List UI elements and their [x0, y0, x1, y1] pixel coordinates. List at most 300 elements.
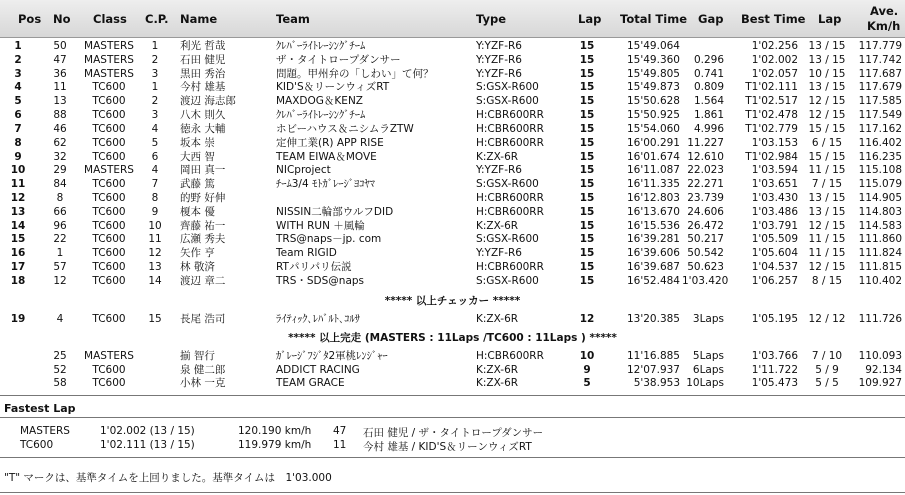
result-row: [0, 275, 905, 287]
cell-ave: 116.235: [858, 150, 902, 163]
cell-lap2: 15 / 15: [808, 150, 846, 163]
cell-no: 84: [53, 178, 67, 191]
cell-lap: 15: [579, 274, 595, 287]
cell-type: H:CBR600RR: [476, 192, 544, 205]
cell-team: 定伸工業(R) APP RISE: [276, 136, 384, 149]
cell-pos: 18: [10, 274, 26, 287]
header-no: No: [53, 12, 71, 26]
result-row: [0, 95, 905, 107]
cell-lap2: 11 / 15: [808, 247, 846, 260]
header-team: Team: [276, 12, 310, 26]
cell-team: ｸﾚﾊﾞｰﾗｲﾄﾚｰｼﾝｸﾞﾁｰﾑ: [276, 109, 366, 122]
cell-type: Y:YZF-R6: [476, 53, 522, 66]
cell-type: H:CBR600RR: [476, 205, 544, 218]
cell-team: TEAM GRACE: [276, 377, 345, 389]
cell-name: 坂本 崇: [180, 136, 215, 149]
cell-cls: MASTERS: [84, 67, 134, 80]
cell-total: 15'49.064: [627, 40, 680, 52]
cell-lap: 15: [579, 81, 595, 94]
cell-name: 大西 智: [180, 150, 215, 163]
non-classified-row: [0, 350, 905, 362]
cell-cp: 4: [151, 164, 159, 177]
cell-no: 1: [56, 247, 64, 260]
cell-cls: TC600: [92, 150, 126, 163]
cell-lap2: 13 / 15: [808, 53, 846, 66]
cell-lap2: 12 / 15: [808, 95, 846, 108]
cell-lap2: 7 / 10: [811, 350, 843, 362]
cell-cp: 7: [151, 178, 159, 191]
cell-type: H:CBR600RR: [476, 109, 544, 122]
cell-gap: 1.861: [693, 109, 724, 122]
cell-type: Y:YZF-R6: [476, 247, 522, 260]
result-row: [0, 109, 905, 121]
cell-gap: 0.809: [693, 81, 724, 94]
cell-total: 11'16.885: [627, 350, 680, 362]
cell-pos: 17: [10, 261, 26, 274]
cell-cls: TC600: [92, 247, 126, 260]
non-classified-row: [0, 377, 905, 389]
cell-total: 15'50.628: [627, 95, 680, 108]
cell-team: TRS@naps－jp. com: [276, 233, 382, 246]
cell-total: 5'38.953: [633, 377, 680, 389]
cell-ave: 114.905: [858, 192, 902, 205]
cell-total: 15'49.873: [627, 81, 680, 94]
cell-no: 32: [53, 150, 67, 163]
cell-name: 武藤 篤: [180, 178, 215, 191]
cell-type: S:GSX-R600: [476, 233, 539, 246]
cell-team: Team RIGID: [276, 247, 337, 260]
fastest-who-tc600: 今村 雄基 / KID'S＆リーンウィズRT: [363, 441, 532, 453]
cell-pos: 13: [10, 205, 26, 218]
header-cp: C.P.: [145, 12, 169, 26]
cell-best: T1'02.111: [745, 81, 798, 94]
cell-type: H:CBR600RR: [476, 261, 544, 274]
cell-lap: 15: [579, 67, 595, 80]
cell-best: 1'04.537: [751, 261, 798, 274]
cell-gap: 11.227: [687, 136, 724, 149]
cell-name: 長尾 浩司: [180, 313, 226, 325]
cell-cp: 3: [151, 109, 159, 122]
cell-ave: 117.679: [858, 81, 902, 94]
cell-best: 1'03.153: [751, 136, 798, 149]
header-kmh: Km/h: [867, 19, 901, 33]
cell-cp: 5: [151, 136, 159, 149]
cell-no: 52: [53, 363, 67, 376]
cell-gap: 12.610: [687, 150, 724, 163]
cell-lap2: 12 / 15: [808, 219, 846, 232]
cell-pos: 8: [14, 136, 22, 149]
fastest-no-tc600: 11: [333, 439, 347, 451]
cell-cls: TC600: [92, 233, 126, 246]
cell-cp: 6: [151, 150, 159, 163]
cell-best: 1'03.651: [751, 178, 798, 191]
cell-type: Y:YZF-R6: [476, 164, 522, 177]
cell-cls: TC600: [92, 178, 126, 191]
cell-type: S:GSX-R600: [476, 274, 539, 287]
cell-gap: 1.564: [693, 95, 724, 108]
cell-gap: 1'03.420: [682, 274, 729, 287]
cell-pos: 15: [10, 233, 26, 246]
cell-team: ｸﾚﾊﾞｰﾗｲﾄﾚｰｼﾝｸﾞﾁｰﾑ: [276, 40, 366, 52]
cell-no: 47: [53, 53, 67, 66]
cell-name: 小林 一克: [180, 377, 226, 389]
cell-team: ADDICT RACING: [276, 363, 360, 376]
fastest-time-tc600: 1'02.111 (13 / 15): [100, 439, 195, 451]
cell-team: KID'S＆リーンウィズRT: [276, 81, 390, 94]
cell-best: 1'05.604: [751, 247, 798, 260]
cell-total: 16'01.674: [627, 150, 680, 163]
cell-lap2: 13 / 15: [808, 192, 846, 205]
cell-lap2: 11 / 15: [808, 233, 846, 246]
cell-name: 矢作 亨: [180, 247, 215, 260]
cell-team: ザ・タイトロープダンサー: [276, 53, 401, 66]
cell-lap2: 11 / 15: [808, 164, 846, 177]
cell-type: S:GSX-R600: [476, 81, 539, 94]
cell-ave: 117.549: [858, 109, 902, 122]
cell-lap: 15: [579, 233, 595, 246]
cell-cp: 10: [148, 219, 162, 232]
cell-best: 1'02.057: [751, 67, 798, 80]
cell-team: WITH RUN ＋風輪: [276, 219, 365, 232]
cell-cp: 2: [151, 95, 159, 108]
cell-ave: 117.687: [858, 67, 902, 80]
cell-cls: TC600: [92, 192, 126, 205]
cell-type: H:CBR600RR: [476, 122, 544, 135]
cell-gap: 0.741: [693, 67, 724, 80]
cell-cls: TC600: [92, 136, 126, 149]
result-row: [0, 313, 905, 325]
cell-type: Y:YZF-R6: [476, 40, 522, 52]
result-row: [0, 68, 905, 80]
cell-name: 八木 則久: [180, 109, 226, 122]
cell-ave: 117.162: [858, 122, 902, 135]
cell-pos: 19: [10, 313, 26, 325]
cell-type: Y:YZF-R6: [476, 67, 522, 80]
cell-pos: 6: [14, 109, 22, 122]
fastest-class-masters: MASTERS: [20, 425, 70, 437]
cell-team: RTパリパリ伝説: [276, 261, 352, 274]
cell-lap2: 5 / 9: [815, 363, 839, 376]
cell-gap: 50.623: [687, 261, 724, 274]
cell-name: 渡辺 海志郎: [180, 95, 236, 108]
result-row: [0, 151, 905, 163]
cell-ave: 116.402: [858, 136, 902, 149]
cell-ave: 115.108: [858, 164, 902, 177]
result-row: [0, 137, 905, 149]
cell-name: 榎本 優: [180, 205, 215, 218]
cell-no: 12: [53, 274, 67, 287]
cell-team: TRS・SDS@naps: [276, 274, 365, 287]
cell-type: K:ZX-6R: [476, 219, 519, 232]
result-row: [0, 178, 905, 190]
header-total-time: Total Time: [620, 12, 687, 26]
cell-best: 1'06.257: [751, 274, 798, 287]
cell-type: K:ZX-6R: [476, 363, 519, 376]
cell-no: 58: [53, 377, 67, 389]
cell-lap: 15: [579, 178, 595, 191]
cell-name: 利光 哲哉: [180, 40, 226, 52]
cell-best: T1'02.779: [745, 122, 798, 135]
result-row: [0, 192, 905, 204]
cell-no: 57: [53, 261, 67, 274]
cell-ave: 110.093: [858, 350, 902, 362]
cell-pos: 4: [14, 81, 22, 94]
cell-gap: 22.271: [687, 178, 724, 191]
cell-lap2: 12 / 15: [808, 109, 846, 122]
header-lap: Lap: [578, 12, 602, 26]
cell-best: 1'05.473: [751, 377, 798, 389]
cell-pos: 12: [10, 192, 26, 205]
cell-cp: 13: [148, 261, 162, 274]
fastest-speed-tc600: 119.979 km/h: [238, 439, 312, 451]
cell-best: T1'02.478: [745, 109, 798, 122]
cell-ave: 111.726: [858, 313, 902, 325]
cell-cls: TC600: [92, 109, 126, 122]
cell-cp: 9: [151, 205, 159, 218]
cell-total: 16'15.536: [627, 219, 680, 232]
divider-line: [0, 417, 905, 418]
cell-lap2: 6 / 15: [811, 136, 843, 149]
cell-ave: 111.815: [858, 261, 902, 274]
cell-cls: TC600: [92, 81, 126, 94]
cell-no: 4: [56, 313, 64, 325]
cell-pos: 9: [14, 150, 22, 163]
cell-name: 岡田 真一: [180, 164, 226, 177]
cell-pos: 1: [14, 40, 22, 52]
cell-lap2: 15 / 15: [808, 122, 846, 135]
fastest-no-masters: 47: [333, 425, 347, 437]
cell-lap2: 13 / 15: [808, 81, 846, 94]
cell-lap2: 13 / 15: [808, 205, 846, 218]
cell-pos: 2: [14, 53, 22, 66]
cell-total: 16'52.484: [627, 274, 680, 287]
result-row: [0, 40, 905, 52]
cell-total: 16'11.087: [627, 164, 680, 177]
cell-lap2: 8 / 15: [811, 274, 843, 287]
result-row: [0, 54, 905, 66]
header-pos: Pos: [18, 12, 42, 26]
cell-pos: 7: [14, 122, 22, 135]
cell-gap: 50.217: [687, 233, 724, 246]
cell-ave: 115.079: [858, 178, 902, 191]
result-row: [0, 164, 905, 176]
cell-lap: 15: [579, 205, 595, 218]
cell-gap: 3Laps: [692, 313, 724, 325]
cell-cp: 2: [151, 53, 159, 66]
cell-best: 1'03.430: [751, 192, 798, 205]
cell-ave: 111.824: [858, 247, 902, 260]
cell-cp: 4: [151, 122, 159, 135]
divider-line: [0, 492, 905, 493]
cell-gap: 24.606: [687, 205, 724, 218]
cell-total: 16'13.670: [627, 205, 680, 218]
cell-team: NICproject: [276, 164, 331, 177]
cell-type: K:ZX-6R: [476, 150, 519, 163]
cell-total: 16'12.803: [627, 192, 680, 205]
cell-no: 36: [53, 67, 67, 80]
cell-cp: 15: [148, 313, 162, 325]
cell-name: 広瀬 秀夫: [180, 233, 226, 246]
cell-best: 1'03.594: [751, 164, 798, 177]
cell-ave: 92.134: [865, 363, 902, 376]
cell-lap2: 10 / 15: [808, 67, 846, 80]
cell-name: 徳永 大輔: [180, 122, 226, 135]
cell-lap: 15: [579, 122, 595, 135]
cell-no: 8: [56, 192, 64, 205]
cell-type: S:GSX-R600: [476, 95, 539, 108]
header-best-lap: Lap: [818, 12, 842, 26]
cell-cls: MASTERS: [84, 40, 134, 52]
cell-best: 1'03.486: [751, 205, 798, 218]
cell-ave: 117.779: [858, 40, 902, 52]
cell-name: 的野 好伸: [180, 192, 226, 205]
cell-total: 16'39.281: [627, 233, 680, 246]
cell-cp: 1: [151, 81, 159, 94]
fastest-time-masters: 1'02.002 (13 / 15): [100, 425, 195, 437]
cell-total: 12'07.937: [627, 363, 680, 376]
cell-ave: 114.583: [858, 219, 902, 232]
cell-name: 泉 健二郎: [180, 363, 226, 376]
cell-pos: 11: [10, 178, 26, 191]
cell-cls: TC600: [92, 205, 126, 218]
cell-cp: 11: [148, 233, 162, 246]
cell-gap: 5Laps: [692, 350, 724, 362]
cell-pos: 14: [10, 219, 26, 232]
result-row: [0, 81, 905, 93]
cell-no: 11: [53, 81, 67, 94]
cell-gap: 4.996: [693, 122, 724, 135]
cell-cp: 14: [148, 274, 162, 287]
cell-name: 黒田 秀治: [180, 67, 226, 80]
cell-gap: 6Laps: [692, 363, 724, 376]
cell-type: H:CBR600RR: [476, 136, 544, 149]
cell-lap: 15: [579, 164, 595, 177]
header-ave: Ave.: [870, 4, 899, 18]
cell-name: 林 敬済: [180, 261, 215, 274]
cell-lap2: 12 / 15: [808, 261, 846, 274]
cell-type: K:ZX-6R: [476, 377, 519, 389]
cell-ave: 114.803: [858, 205, 902, 218]
cell-lap2: 12 / 12: [808, 313, 846, 325]
cell-gap: 10Laps: [686, 377, 724, 389]
header-gap: Gap: [698, 12, 724, 26]
cell-pos: 3: [14, 67, 22, 80]
cell-lap2: 7 / 15: [811, 178, 843, 191]
cell-no: 50: [53, 40, 67, 52]
header-best-time: Best Time: [741, 12, 806, 26]
cell-name: 渡辺 章二: [180, 274, 226, 287]
cell-pos: 16: [10, 247, 26, 260]
cell-no: 88: [53, 109, 67, 122]
header-class: Class: [93, 12, 127, 26]
cell-gap: 26.472: [687, 219, 724, 232]
cell-cls: MASTERS: [84, 53, 134, 66]
result-row: [0, 123, 905, 135]
cell-name: 石田 健児: [180, 53, 226, 66]
fastest-who-masters: 石田 健児 / ザ・タイトロープダンサー: [363, 427, 544, 439]
result-row: [0, 233, 905, 245]
cell-no: 46: [53, 122, 67, 135]
cell-total: 16'00.291: [627, 136, 680, 149]
cell-best: 1'03.766: [751, 350, 798, 362]
cell-team: ホビーハウス＆ニシムラZTW: [276, 122, 414, 135]
cell-ave: 110.402: [858, 274, 902, 287]
cell-best: T1'02.517: [745, 95, 798, 108]
cell-no: 66: [53, 205, 67, 218]
cell-lap: 9: [583, 363, 591, 376]
cell-ave: 117.585: [858, 95, 902, 108]
header-type: Type: [476, 12, 507, 26]
cell-team: 問題。甲州弁の「しわい」て何？: [276, 67, 434, 80]
result-row: [0, 261, 905, 273]
cell-best: 1'02.002: [751, 53, 798, 66]
cell-total: 16'39.687: [627, 261, 680, 274]
cell-no: 62: [53, 136, 67, 149]
cell-no: 13: [53, 95, 67, 108]
result-row: [0, 247, 905, 259]
cell-cls: MASTERS: [84, 164, 134, 177]
cell-total: 16'11.335: [627, 178, 680, 191]
cell-lap: 10: [579, 350, 595, 362]
fastest-speed-masters: 120.190 km/h: [238, 425, 312, 437]
cell-team: NISSIN二輪部ウルフDID: [276, 205, 394, 218]
cell-gap: 0.296: [693, 53, 724, 66]
cell-total: 15'50.925: [627, 109, 680, 122]
cell-gap: 23.739: [687, 192, 724, 205]
cell-team: ﾗｲﾃｨｯｸ､ﾚﾊﾞﾙﾄ､ｺﾙｻ: [276, 313, 360, 325]
cell-lap: 15: [579, 95, 595, 108]
cell-lap: 15: [579, 192, 595, 205]
cell-type: K:ZX-6R: [476, 313, 519, 325]
cell-lap: 15: [579, 261, 595, 274]
cell-name: 今村 雄基: [180, 81, 226, 94]
header-name: Name: [180, 12, 218, 26]
cell-cls: TC600: [92, 313, 126, 325]
cell-ave: 117.742: [858, 53, 902, 66]
cell-lap: 15: [579, 136, 595, 149]
cell-best: 1'05.195: [751, 313, 798, 325]
cell-lap: 12: [579, 313, 595, 325]
result-row: [0, 206, 905, 218]
cell-ave: 109.927: [858, 377, 902, 389]
cell-lap: 5: [583, 377, 591, 389]
cell-cls: TC600: [92, 219, 126, 232]
non-classified-row: [0, 364, 905, 376]
cell-total: 15'54.060: [627, 122, 680, 135]
divider-line: [0, 457, 905, 458]
divider-line: [0, 395, 905, 396]
cell-lap: 15: [579, 219, 595, 232]
checker-banner: ***** 以上チェッカー *****: [384, 295, 521, 307]
reference-time-note: "T" マークは、基準タイムを上回りました。基準タイムは 1'03.000: [4, 472, 332, 484]
cell-total: 13'20.385: [627, 313, 680, 325]
cell-lap: 15: [579, 40, 595, 52]
cell-cls: MASTERS: [84, 350, 134, 362]
cell-no: 96: [53, 219, 67, 232]
cell-no: 25: [53, 350, 67, 362]
cell-cp: 12: [148, 247, 162, 260]
cell-best: 1'05.509: [751, 233, 798, 246]
cell-cls: TC600: [92, 363, 126, 376]
finish-banner: ***** 以上完走 (MASTERS : 11Laps /TC600 : 11Laps ) *****: [288, 332, 617, 344]
cell-no: 29: [53, 164, 67, 177]
cell-lap: 15: [579, 53, 595, 66]
cell-lap2: 13 / 15: [808, 40, 846, 52]
cell-name: 齊藤 祐一: [180, 219, 226, 232]
cell-cls: TC600: [92, 95, 126, 108]
cell-total: 15'49.360: [627, 53, 680, 66]
table-header: [0, 0, 905, 38]
